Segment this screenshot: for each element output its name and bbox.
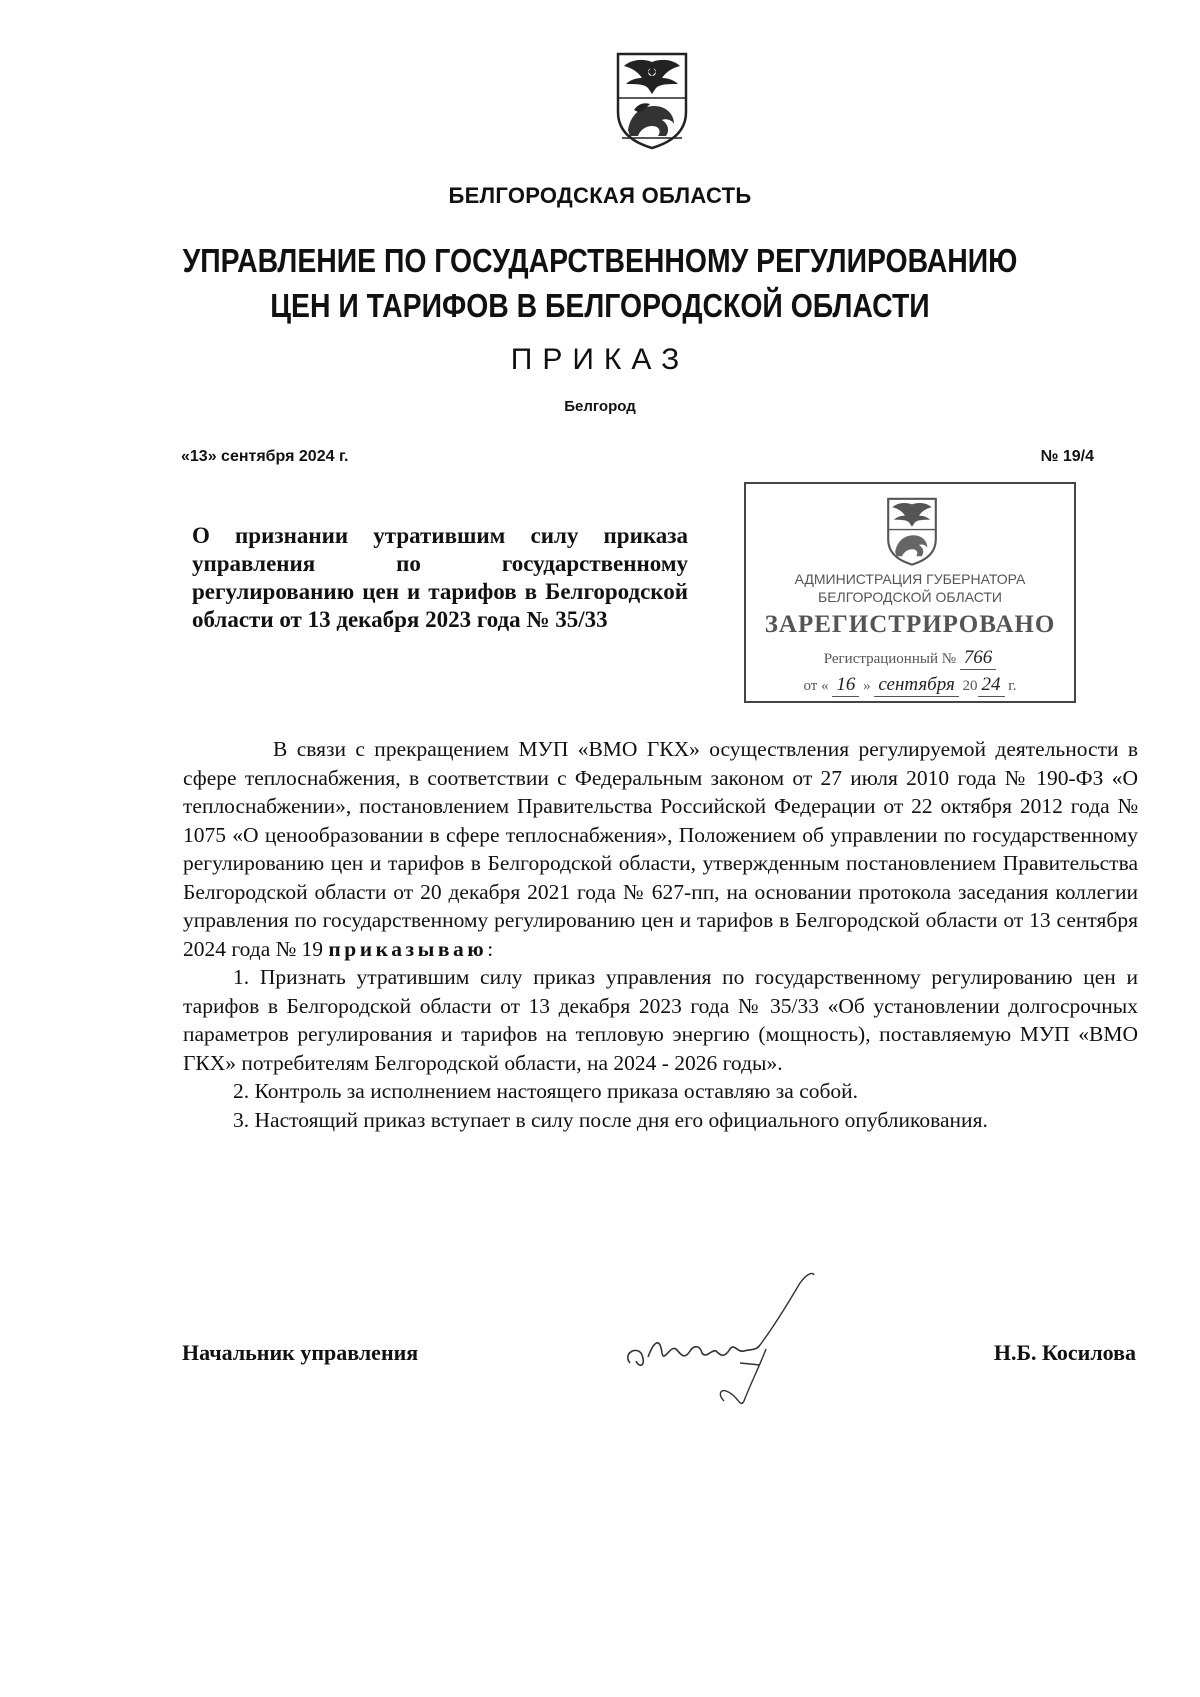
preamble-text: В связи с прекращением МУП «ВМО ГКХ» осуществления регулируемой деятельности в сфере теплоснабжения, в соответствии с Федеральным законом от 27 июля 2010 года № 190-ФЗ «О теплоснабжении», постановлением Правительства Российской Федерации от 22 октября 2012 года № 1075 «О ценообразовании в сфере теплоснабжения», Положением об управлении по государственному регулированию цен и тарифов в Белгородской области, утвержденным постановлением Правительства Белгородской области от 20 декабря 2021 года № 627-пп, на основании протокола заседания коллегии управления по государственному регулированию цен и тарифов в Белгородской области от 13 сентября 2024 года № 19 [183, 737, 1138, 961]
stamp-year-suffix: 24 [978, 674, 1005, 697]
organization-line-2: ЦЕН И ТАРИФОВ В БЕЛГОРОДСКОЙ ОБЛАСТИ [270, 287, 930, 324]
handwritten-signature [600, 1245, 860, 1415]
stamp-from-label: от « [803, 678, 829, 694]
organization-name [84, 238, 1116, 328]
body-preamble [183, 735, 1138, 963]
order-colon: : [487, 936, 494, 961]
stamp-org-line-2: БЕЛГОРОДСКОЙ ОБЛАСТИ [818, 589, 1002, 605]
signatory-name: Н.Б. Косилова [993, 1340, 1136, 1365]
stamp-status: ЗАРЕГИСТРИРОВАНО [764, 611, 1056, 638]
stamp-month: сентября [874, 674, 958, 697]
stamp-reg-number-line [746, 647, 1074, 670]
stamp-reg-label: Регистрационный № [823, 651, 957, 667]
document-number: № 19/4 [1040, 448, 1094, 465]
stamp-reg-number: 766 [960, 647, 997, 670]
stamp-date-line [746, 674, 1074, 697]
signatory-position: Начальник управления [182, 1340, 419, 1365]
stamp-year-mark: г. [1008, 678, 1017, 694]
stamp-day-close: » [863, 678, 871, 694]
order-word: приказываю [328, 936, 488, 961]
stamp-emblem-icon [881, 496, 943, 566]
body-item-1: 1. Признать утратившим силу приказ управления по государственному регулированию цен и тарифов в Белгородской области от 13 декабря 2023 года № 35/33 «Об установлении долгосрочных параметров регулирования и тарифов на тепловую энергию (мощность), поставляемую МУП «ВМО ГКХ» потребителям Белгородской области, на 2024 - 2026 годы». [183, 965, 1138, 1075]
stamp-organization [746, 570, 1074, 606]
document-title: О признании утратившим силу приказа управления по государственному регулированию цен и тарифов в Белгородской области от 13 декабря 2023 года № 35/33 [192, 523, 688, 632]
body-item-3: 3. Настоящий приказ вступает в силу после дня его официального опубликования. [233, 1107, 988, 1132]
region-title: БЕЛГОРОДСКАЯ ОБЛАСТЬ [448, 183, 752, 208]
document-body [183, 735, 1138, 1134]
stamp-year-prefix: 20 [962, 678, 978, 694]
body-item-2: 2. Контроль за исполнением настоящего приказа оставляю за собой. [233, 1079, 859, 1103]
coat-of-arms-emblem [612, 50, 692, 150]
stamp-org-line-1: АДМИНИСТРАЦИЯ ГУБЕРНАТОРА [794, 571, 1026, 587]
registration-stamp [744, 482, 1076, 703]
organization-line-1: УПРАВЛЕНИЕ ПО ГОСУДАРСТВЕННОМУ РЕГУЛИРОВАНИЮ [182, 242, 1018, 279]
document-type: ПРИКАЗ [510, 343, 690, 376]
document-date: «13» сентября 2024 г. [181, 448, 349, 465]
city: Белгород [564, 398, 636, 415]
stamp-day: 16 [832, 674, 859, 697]
